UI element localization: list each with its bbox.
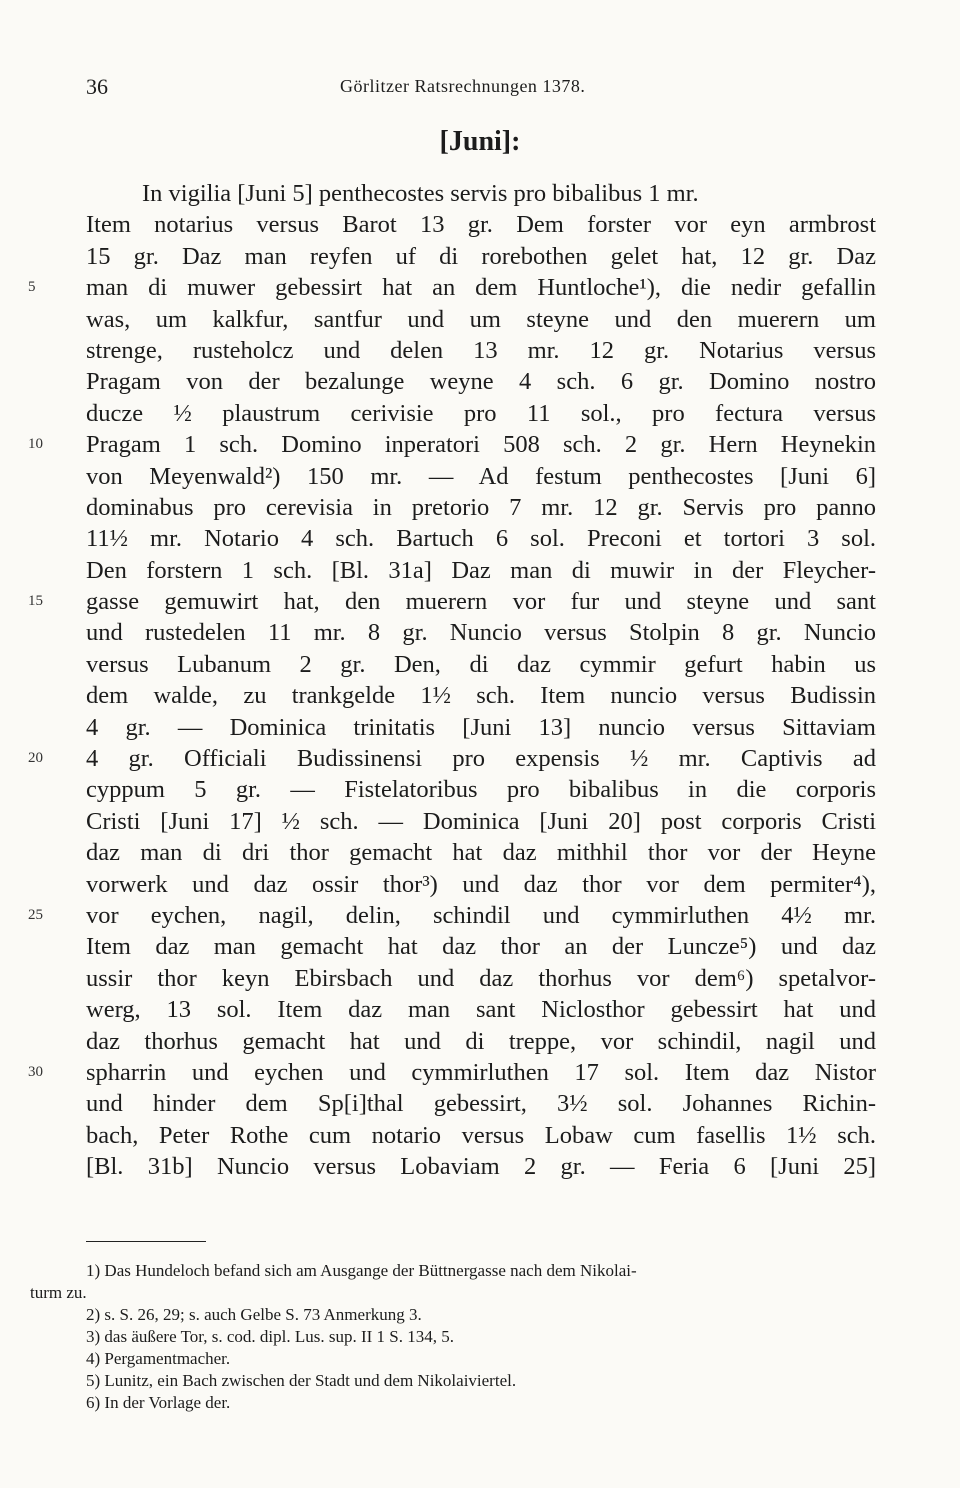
text-line bbox=[28, 900, 876, 931]
footnote bbox=[86, 1260, 886, 1282]
page-number: 36 bbox=[86, 74, 108, 99]
text-line bbox=[86, 492, 876, 523]
line-number: 25 bbox=[28, 906, 43, 923]
line-text: werg, 13 sol. Item daz man sant Niclosthor gebessirt hat und bbox=[86, 996, 876, 1024]
line-text: 15 gr. Daz man reyfen uf di rorebothen gelet hat, 12 gr. Daz bbox=[86, 242, 876, 270]
text-line bbox=[86, 209, 876, 240]
page-header bbox=[0, 70, 960, 110]
footnote-text: Lunitz, ein Bach zwischen der Stadt und dem Nikolaiviertel. bbox=[104, 1371, 517, 1390]
line-text: und hinder dem Sp[i]thal gebessirt, 3½ sol. Johannes Richin- bbox=[86, 1090, 876, 1118]
line-text: In vigilia [Juni 5] penthecostes servis pro bibalibus 1 mr. bbox=[142, 180, 699, 207]
footnote bbox=[86, 1370, 886, 1392]
text-line bbox=[86, 555, 876, 586]
line-text: versus Lubanum 2 gr. Den, di daz cymmir gefurt habin us bbox=[86, 650, 876, 678]
line-text: man di muwer gebessirt hat an dem Huntloche¹), die nedir gefallin bbox=[86, 274, 876, 302]
line-text: was, um kalkfur, santfur und um steyne und den muerern um bbox=[86, 305, 876, 333]
text-line bbox=[86, 712, 876, 743]
line-text: daz man di dri thor gemacht hat daz mithhil thor vor der Heyne bbox=[86, 839, 876, 867]
footnote-mark: 2) bbox=[86, 1305, 101, 1324]
footnote-text: In der Vorlage der. bbox=[104, 1393, 231, 1412]
footnote bbox=[86, 1392, 886, 1414]
text-line bbox=[86, 837, 876, 868]
text-line bbox=[86, 398, 876, 429]
line-text: cyppum 5 gr. — Fistelatoribus pro bibalibus in die corporis bbox=[86, 776, 876, 804]
text-line bbox=[86, 241, 876, 272]
line-text: 4 gr. Officiali Budissinensi pro expensis ½ mr. Captivis ad bbox=[86, 745, 876, 773]
footnote-mark: 6) bbox=[86, 1393, 101, 1412]
line-text: ussir thor keyn Ebirsbach und daz thorhus vor dem⁶) spetalvor- bbox=[86, 964, 876, 992]
footnote-text: s. S. 26, 29; s. auch Gelbe S. 73 Anmerkung 3. bbox=[104, 1305, 422, 1324]
text-line bbox=[86, 617, 876, 648]
text-line bbox=[28, 272, 876, 303]
line-text: Item notarius versus Barot 13 gr. Dem forster vor eyn armbrost bbox=[86, 211, 876, 239]
text-line bbox=[86, 461, 876, 492]
text-line bbox=[86, 869, 876, 900]
line-text: und rustedelen 11 mr. 8 gr. Nuncio versus Stolpin 8 gr. Nuncio bbox=[86, 619, 876, 647]
line-text: daz thorhus gemacht hat und di treppe, vor schindil, nagil und bbox=[86, 1027, 876, 1055]
line-text: gasse gemuwirt hat, den muerern vor fur und steyne und sant bbox=[86, 588, 876, 616]
section-title: [Juni]: bbox=[439, 126, 521, 157]
line-text: vor eychen, nagil, delin, schindil und cymmirluthen 4½ mr. bbox=[86, 901, 876, 929]
line-number: 15 bbox=[28, 593, 43, 610]
line-number: 20 bbox=[28, 750, 43, 767]
text-line bbox=[28, 429, 876, 460]
line-text: spharrin und eychen und cymmirluthen 17 sol. Item daz Nistor bbox=[86, 1058, 876, 1086]
text-line bbox=[28, 743, 876, 774]
text-line bbox=[86, 680, 876, 711]
footnote-mark: 3) bbox=[86, 1327, 101, 1346]
line-text: dominabus pro cerevisia in pretorio 7 mr. 12 gr. Servis pro panno bbox=[86, 493, 876, 521]
text-line bbox=[86, 931, 876, 962]
text-line bbox=[86, 774, 876, 805]
line-text: bach, Peter Rothe cum notario versus Lobaw cum fasellis 1½ sch. bbox=[86, 1121, 876, 1149]
line-text: strenge, rusteholcz und delen 13 mr. 12 gr. Notarius versus bbox=[86, 336, 876, 364]
line-text: [Bl. 31b] Nuncio versus Lobaviam 2 gr. — Feria 6 [Juni 25] bbox=[86, 1153, 876, 1181]
line-text: Pragam von der bezalunge weyne 4 sch. 6 gr. Domino nostro bbox=[86, 368, 876, 396]
text-line bbox=[86, 1120, 876, 1151]
text-line bbox=[86, 335, 876, 366]
line-text: von Meyenwald²) 150 mr. — Ad festum penthecostes [Juni 6] bbox=[86, 462, 876, 490]
footnote bbox=[86, 1326, 886, 1348]
text-line bbox=[28, 586, 876, 617]
body-text bbox=[28, 178, 876, 1183]
text-line bbox=[86, 963, 876, 994]
text-line bbox=[86, 994, 876, 1025]
line-text: Cristi [Juni 17] ½ sch. — Dominica [Juni 20] post corporis Cristi bbox=[86, 807, 876, 835]
footnote bbox=[86, 1348, 886, 1370]
line-number: 30 bbox=[28, 1063, 43, 1080]
footnotes bbox=[30, 1260, 886, 1414]
footnote bbox=[30, 1282, 886, 1304]
footnote-text: Das Hundeloch befand sich am Ausgange der Büttnergasse nach dem Nikolai- bbox=[104, 1261, 637, 1280]
footnote-mark: 5) bbox=[86, 1371, 101, 1390]
footnote-mark: 1) bbox=[86, 1261, 101, 1280]
text-line bbox=[86, 366, 876, 397]
text-line bbox=[86, 178, 876, 209]
text-line bbox=[86, 806, 876, 837]
line-text: vorwerk und daz ossir thor³) und daz thor vor dem permiter⁴), bbox=[86, 870, 876, 898]
text-line bbox=[86, 1151, 876, 1182]
line-text: 11½ mr. Notario 4 sch. Bartuch 6 sol. Preconi et tortori 3 sol. bbox=[86, 525, 876, 553]
text-line bbox=[86, 1088, 876, 1119]
line-text: Den forstern 1 sch. [Bl. 31a] Daz man di muwir in der Fleycher- bbox=[86, 556, 876, 584]
text-line bbox=[86, 304, 876, 335]
footnote-mark: 4) bbox=[86, 1349, 101, 1368]
text-line bbox=[28, 1057, 876, 1088]
running-head: Görlitzer Ratsrechnungen 1378. bbox=[340, 76, 586, 96]
line-number: 5 bbox=[28, 279, 36, 296]
footnote-rule bbox=[86, 1241, 206, 1242]
text-line bbox=[86, 1026, 876, 1057]
line-text: Item daz man gemacht hat daz thor an der Luncze⁵) und daz bbox=[86, 933, 876, 961]
text-line bbox=[86, 649, 876, 680]
text-line bbox=[86, 523, 876, 554]
line-text: Pragam 1 sch. Domino inperatori 508 sch. 2 gr. Hern Heynekin bbox=[86, 431, 876, 459]
line-text: ducze ½ plaustrum cerivisie pro 11 sol., pro fectura versus bbox=[86, 399, 876, 427]
line-number: 10 bbox=[28, 436, 43, 453]
line-text: 4 gr. — Dominica trinitatis [Juni 13] nuncio versus Sittaviam bbox=[86, 713, 876, 741]
footnote-text: turm zu. bbox=[30, 1283, 87, 1302]
line-text: dem walde, zu trankgelde 1½ sch. Item nuncio versus Budissin bbox=[86, 682, 876, 710]
footnote bbox=[86, 1304, 886, 1326]
footnote-text: Pergamentmacher. bbox=[104, 1349, 231, 1368]
footnote-text: das äußere Tor, s. cod. dipl. Lus. sup. II 1 S. 134, 5. bbox=[104, 1327, 455, 1346]
